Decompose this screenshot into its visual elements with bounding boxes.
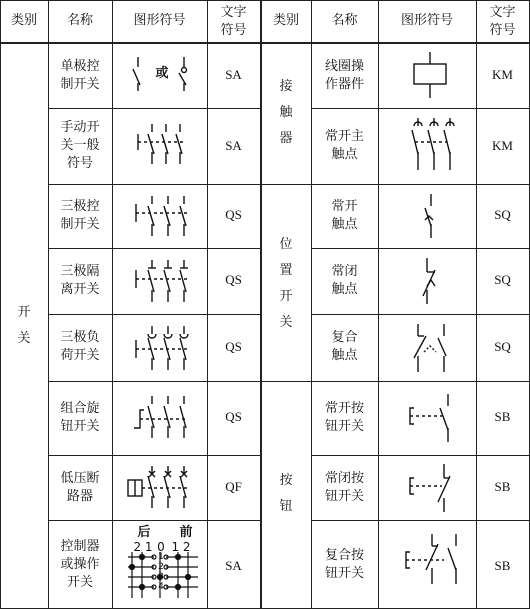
contact-number: 2 xyxy=(158,562,164,572)
three-pole-isolator-symbol xyxy=(130,256,200,308)
push-button-no-symbol xyxy=(408,392,458,446)
manual-switch-symbol xyxy=(130,120,200,170)
row-name: 控制器 或操作 开关 xyxy=(60,539,100,590)
row-divider xyxy=(48,108,260,109)
row-code: SB xyxy=(494,479,511,494)
row-name: 复合 触点 xyxy=(331,330,358,363)
row-divider xyxy=(311,248,530,249)
header-name: 名称 xyxy=(66,13,93,28)
header-symbol: 图形符号 xyxy=(133,13,186,28)
row-code: SQ xyxy=(494,207,511,222)
row-code: KM xyxy=(492,138,513,153)
row-code: QS xyxy=(225,339,242,354)
limit-switch-nc-symbol xyxy=(415,256,445,308)
row-name: 三极隔 离开关 xyxy=(60,264,100,297)
col-divider xyxy=(476,0,477,609)
row-divider xyxy=(311,455,530,456)
row-code: SA xyxy=(225,138,242,153)
main-contact-symbol xyxy=(404,116,464,176)
row-code: QS xyxy=(225,272,242,287)
category-button: 按 钮 xyxy=(279,473,293,514)
row-name: 常开主 触点 xyxy=(324,129,364,162)
label-back: 后 xyxy=(137,525,151,540)
limit-switch-no-symbol xyxy=(415,192,445,242)
three-pole-load-switch-symbol xyxy=(130,322,200,376)
row-name: 常开按 钮开关 xyxy=(324,401,364,434)
col-divider xyxy=(112,0,113,609)
row-divider xyxy=(48,455,260,456)
header-code: 文字 符号 xyxy=(489,5,516,38)
col-divider xyxy=(378,0,379,609)
row-code: KM xyxy=(492,67,513,82)
header-category: 类别 xyxy=(10,13,37,28)
row-code: SB xyxy=(494,558,511,573)
group-divider xyxy=(261,184,530,185)
row-code: SB xyxy=(494,409,511,424)
row-code: SA xyxy=(225,558,242,573)
push-button-nc-symbol xyxy=(408,462,458,516)
header-code: 文字 符号 xyxy=(220,5,247,38)
row-name: 组合旋 钮开关 xyxy=(60,401,100,434)
row-name: 低压断 路器 xyxy=(60,471,100,504)
row-divider xyxy=(48,314,260,315)
row-name: 三极控 制开关 xyxy=(60,199,100,232)
row-name: 常闭 触点 xyxy=(331,264,358,297)
position-left: 2 1 xyxy=(133,540,153,554)
row-divider xyxy=(48,520,260,521)
row-code: QF xyxy=(225,479,242,494)
table-border-left xyxy=(0,0,1,609)
header-category: 类别 xyxy=(272,13,299,28)
contact-number: 1 xyxy=(158,552,164,562)
limit-switch-combined-symbol xyxy=(410,322,454,376)
col-divider xyxy=(207,0,208,609)
header-divider xyxy=(0,42,530,44)
row-divider xyxy=(311,520,530,521)
row-name: 手动开 关一般 符号 xyxy=(60,120,100,171)
row-name: 常闭按 钮开关 xyxy=(324,471,364,504)
header-name: 名称 xyxy=(331,13,358,28)
row-name: 复合按 钮开关 xyxy=(324,548,364,581)
table-center-divider xyxy=(260,0,262,609)
row-name: 常开 触点 xyxy=(331,199,358,232)
push-button-combined-symbol xyxy=(404,530,468,588)
row-code: SQ xyxy=(494,272,511,287)
table-border-top xyxy=(0,0,530,1)
header-symbol: 图形符号 xyxy=(400,13,453,28)
category-position-switch: 位 置 开 关 xyxy=(279,237,293,330)
group-divider xyxy=(261,381,530,382)
position-zero: 0 xyxy=(157,540,165,554)
row-divider xyxy=(311,314,530,315)
row-code: QS xyxy=(225,409,242,424)
circuit-breaker-symbol xyxy=(126,462,202,516)
contact-number: 4 xyxy=(158,582,164,592)
coil-symbol xyxy=(410,50,450,104)
controller-switch-diagram xyxy=(126,552,206,602)
row-divider xyxy=(48,184,260,185)
row-code: SA xyxy=(225,67,242,82)
row-name: 单极控 制开关 xyxy=(60,59,100,92)
category-contactor: 接 触 器 xyxy=(279,79,293,146)
row-code: SQ xyxy=(494,339,511,354)
row-divider xyxy=(311,108,530,109)
row-name: 三极负 荷开关 xyxy=(60,330,100,363)
position-right: 1 2 xyxy=(171,540,191,554)
category-switch: 开 关 xyxy=(17,305,31,346)
row-divider xyxy=(48,381,260,382)
row-divider xyxy=(48,248,260,249)
rotary-switch-symbol xyxy=(130,392,200,446)
label-front: 前 xyxy=(179,525,193,540)
row-name: 线圈操 作器件 xyxy=(324,59,364,92)
or-label: 或 xyxy=(155,66,169,81)
three-pole-control-switch-symbol xyxy=(130,192,200,242)
row-code: QS xyxy=(225,207,242,222)
